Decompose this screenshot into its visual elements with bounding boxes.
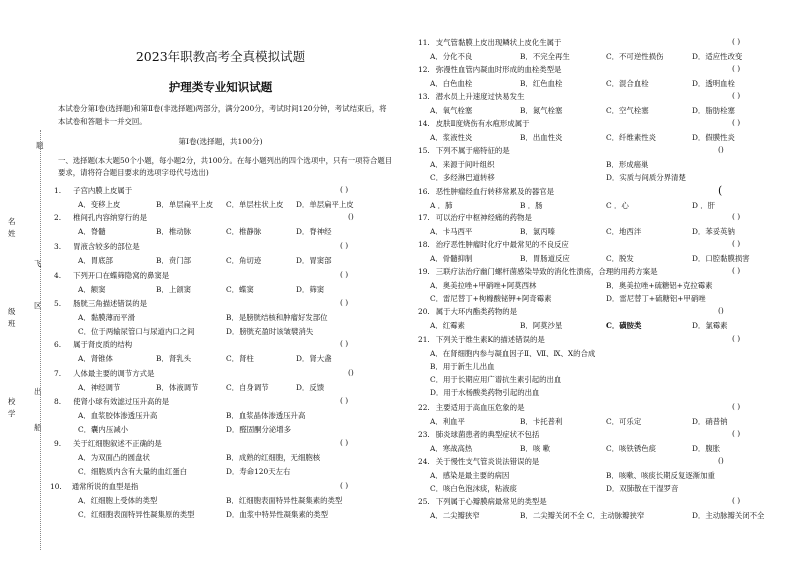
question-number: 10.	[50, 482, 62, 491]
question-number: 21.	[418, 335, 430, 344]
answer-option: B．单层扁平上皮	[156, 200, 214, 209]
question-number: 17.	[418, 213, 430, 222]
answer-option: A．血浆胶体渗透压升高	[78, 411, 158, 420]
left-column	[48, 0, 393, 565]
question-text: 主要适用于高血压危象的是	[435, 403, 525, 412]
answer-paren: ( )	[732, 429, 741, 438]
question-stem	[418, 429, 539, 441]
answer-option: D．胃窦部	[296, 256, 332, 265]
question-number: 15.	[418, 146, 430, 155]
answer-paren: ( )	[340, 185, 349, 194]
answer-option: B．椎动脉	[156, 227, 191, 236]
answer-option: A．额窦	[78, 285, 106, 294]
answer-paren: ( )	[732, 334, 741, 343]
binding-gutter	[0, 0, 44, 565]
question-stem	[418, 402, 524, 414]
answer-option: A．氧气栓塞	[430, 106, 473, 115]
binding-line	[40, 130, 41, 550]
question-number: 25.	[418, 497, 430, 506]
question-stem	[418, 306, 517, 318]
question-text: 下列不属于癌特征的是	[435, 146, 510, 155]
answer-option: C．纤维素性炎	[606, 133, 656, 142]
question-text: 通常所说的血型是指	[71, 482, 139, 491]
answer-option: C．咳白色泡沫痰，粘液痰	[430, 484, 517, 493]
gutter-label: 船	[34, 423, 42, 432]
answer-option: B．不完全再生	[520, 52, 570, 61]
question-text: 支气管黏膜上皮出现鳞状上皮化生属于	[435, 38, 562, 47]
answer-paren: ( )	[732, 402, 741, 411]
question-text: 椎间孔内容纳穿行的是	[73, 213, 147, 222]
answer-option: A．利血平	[430, 417, 465, 426]
answer-option: C．囊内压减小	[78, 425, 128, 434]
question-number: 4.	[54, 271, 62, 280]
answer-option: D．脊神经	[296, 227, 332, 236]
answer-paren: ( )	[732, 266, 741, 275]
question-text: 潜水员上升速度过快易发生	[435, 92, 525, 101]
question-stem	[418, 186, 554, 198]
answer-option: A．为双面凸的圆盘状	[78, 453, 150, 462]
answer-option: C．位于两输尿管口与尿道内口之间	[78, 327, 195, 336]
answer-paren: ( )	[340, 270, 349, 279]
question-stem	[54, 270, 169, 282]
question-text: 属于大环内酯类药物的是	[435, 307, 518, 316]
answer-paren: ( )	[340, 438, 349, 447]
answer-paren: ( )	[340, 298, 349, 307]
answer-option: D．脂肪栓塞	[692, 106, 735, 115]
answer-paren: ( )	[732, 37, 741, 46]
answer-option: C．地西泮	[606, 227, 642, 236]
answer-option: B．红色血栓	[520, 79, 563, 88]
answer-paren: ( )	[732, 239, 741, 248]
answer-option: B．用于新生儿出血	[430, 362, 495, 371]
answer-paren: ()	[718, 456, 724, 465]
answer-option: D．单层扁平上皮	[296, 200, 354, 209]
section-instructions: 一、选择题(本大题50个小题，每小题2分，共100分。在每小题列出的四个选项中，只有一项符合题目要求，请将符合题目要求的选项字母代号选出)	[58, 156, 393, 177]
gutter-label: 区	[34, 301, 42, 310]
answer-option: B．血浆晶体渗透压升高	[226, 411, 306, 420]
answer-option: C．不可逆性损伤	[606, 52, 664, 61]
question-text: 恶性肿瘤经血行转移常累及的器官是	[435, 187, 555, 196]
answer-option: D．实质与间质分界清楚	[606, 173, 686, 182]
answer-option: B．贲门部	[156, 256, 191, 265]
answer-option: B．是膀胱结核和肿瘤好发部位	[226, 313, 328, 322]
answer-option: A．神经调节	[78, 383, 121, 392]
question-number: 12.	[418, 65, 430, 74]
answer-option: A．胃底部	[78, 256, 113, 265]
answer-paren: ( )	[732, 496, 741, 505]
answer-option: C．自身调节	[226, 383, 269, 392]
question-stem	[418, 64, 561, 76]
answer-option: C．单层柱状上皮	[226, 200, 284, 209]
gutter-label: 班	[8, 319, 16, 328]
answer-option: A．骨髓抑制	[430, 254, 473, 263]
question-stem	[418, 239, 569, 251]
answer-option: D ．肝	[692, 201, 716, 210]
question-number: 8.	[54, 397, 62, 406]
answer-option: C．咳铁锈色痰	[606, 444, 656, 453]
answer-option: C．空气栓塞	[606, 106, 649, 115]
question-stem	[54, 368, 154, 380]
gutter-label: 姓	[8, 229, 16, 238]
answer-option: B．奥美拉唑+硫糖铝+克拉霉素	[606, 281, 713, 290]
question-number: 3.	[54, 242, 62, 251]
question-stem	[418, 118, 529, 130]
question-text: 皮肤Ⅱ度烧伤有水疱形成属于	[435, 119, 530, 128]
question-number: 13.	[418, 92, 430, 101]
answer-option: B．胃肠道反应	[520, 254, 570, 263]
answer-option: D．筛窦	[296, 285, 325, 294]
answer-option: A．感染是最主要的病因	[430, 471, 510, 480]
question-number: 14.	[418, 119, 430, 128]
question-stem	[54, 212, 147, 224]
answer-paren: ( )	[732, 118, 741, 127]
answer-option: A．红霉素	[430, 321, 465, 330]
question-number: 7.	[54, 369, 62, 378]
answer-option: C．磺胺类	[606, 321, 642, 330]
answer-option: C．细胞质内含有大量的血红蛋白	[78, 467, 188, 476]
answer-option: D．口腔黏膜损害	[692, 254, 750, 263]
question-number: 22.	[418, 403, 430, 412]
answer-option: A．分化不良	[430, 52, 473, 61]
question-text: 可以治疗中枢神经痛的药物是	[435, 213, 532, 222]
part-heading: 第Ⅰ卷(选择题，共100分)	[178, 137, 263, 146]
answer-option: C．红细胞表面特异性凝集原的类型	[78, 510, 195, 519]
answer-paren: ( )	[340, 481, 349, 490]
answer-option: C．脱发	[606, 254, 634, 263]
question-number: 20.	[418, 307, 430, 316]
answer-option: A．奥美拉唑+甲硝唑+阿莫西林	[430, 281, 537, 290]
question-number: 5.	[54, 299, 62, 308]
answer-option: D．假膜性炎	[692, 133, 735, 142]
answer-option: B．肾乳头	[156, 354, 191, 363]
answer-option: C．肾柱	[226, 354, 254, 363]
answer-option: D．苯妥英钠	[692, 227, 735, 236]
question-text: 关于慢性支气管炎说法错误的是	[435, 457, 540, 466]
answer-option: A．肾锥体	[78, 354, 113, 363]
answer-option: B．卡托普利	[520, 417, 563, 426]
gutter-label: 出	[34, 387, 42, 396]
right-column	[418, 0, 784, 565]
question-text: 子宫内膜上皮属于	[73, 186, 133, 195]
answer-option: B．上颌窦	[156, 285, 191, 294]
question-stem	[418, 37, 561, 49]
question-text: 下列属于心瓣膜病最常见的类型是	[435, 497, 547, 506]
exam-title: 2023年职教高考全真模拟试题	[135, 49, 306, 64]
answer-option: B．氯丙嗪	[520, 227, 555, 236]
answer-option: D．雷尼替丁+硫糖铝+甲硝唑	[606, 294, 706, 303]
answer-option: A．脊髓	[78, 227, 106, 236]
answer-option: B．阿莫沙星	[520, 321, 563, 330]
question-number: 16.	[418, 187, 430, 196]
question-stem	[418, 212, 532, 224]
question-number: 23.	[418, 430, 430, 439]
question-stem	[418, 91, 524, 103]
question-number: 11.	[418, 38, 430, 47]
answer-paren: ( )	[340, 241, 349, 250]
question-stem	[54, 438, 162, 450]
question-stem	[418, 145, 510, 157]
answer-option: B．二尖瓣关闭不全 C．主动脉瓣狭窄	[520, 511, 645, 520]
question-number: 9.	[54, 439, 62, 448]
answer-option: C．角切迹	[226, 256, 262, 265]
answer-option: D．透明血栓	[692, 79, 735, 88]
question-text: 治疗恶性肿瘤时化疗中最常见的不良反应	[435, 240, 569, 249]
answer-paren: ( )	[340, 396, 349, 405]
question-number: 19.	[418, 267, 430, 276]
answer-option: A．浆液性炎	[430, 133, 473, 142]
question-stem	[418, 266, 658, 278]
question-text: 使肾小球有效滤过压升高的是	[73, 397, 170, 406]
answer-option: B．形成癌巢	[606, 160, 649, 169]
question-text: 下列开口在蝶筛隐窝的鼻窦是	[73, 271, 170, 280]
answer-option: A．寒战高热	[430, 444, 473, 453]
answer-paren: ( )	[732, 212, 741, 221]
answer-option: C．用于长期应用广谱抗生素引起的出血	[430, 375, 562, 384]
answer-option: D．醛固酮分泌增多	[226, 425, 292, 434]
answer-option: B．咳嗽、咳痰长期反复逐渐加重	[606, 471, 715, 480]
answer-option: D．氯霉素	[692, 321, 728, 330]
question-stem	[418, 456, 539, 468]
answer-option: A．卡马西平	[430, 227, 473, 236]
answer-paren: ()	[718, 306, 724, 315]
answer-option: B．出血性炎	[520, 133, 563, 142]
gutter-label: 飞	[34, 259, 42, 268]
answer-option: B．成熟的红细胞，无细胞核	[226, 453, 321, 462]
answer-option: A．在肾细胞内参与凝血因子Ⅱ、Ⅶ、Ⅸ、Ⅹ的合成	[430, 349, 596, 358]
question-number: 1.	[54, 186, 62, 195]
answer-option: A．二尖瓣狭窄	[430, 511, 480, 520]
question-text: 人体最主要的调节方式是	[73, 369, 155, 378]
answer-paren: ( )	[732, 64, 741, 73]
answer-option: D．主动脉瓣关闭不全	[692, 511, 765, 520]
question-stem	[50, 481, 138, 493]
question-text: 下列关于维生素K的描述错误的是	[435, 335, 545, 344]
answer-option: A．白色血栓	[430, 79, 473, 88]
answer-option: C．可乐定	[606, 417, 642, 426]
answer-paren: ()	[348, 212, 354, 221]
answer-option: C．椎静脉	[226, 227, 262, 236]
answer-option: A．红细胞上受体的类型	[78, 496, 158, 505]
answer-option: A．变移上皮	[78, 200, 121, 209]
answer-option: C．蝶窦	[226, 285, 254, 294]
gutter-label: 校	[8, 397, 16, 406]
question-text: 肺炎球菌患者的典型症状不包括	[435, 430, 540, 439]
question-text: 弥漫性血管内凝血时形成的血栓类型是	[435, 65, 562, 74]
answer-paren: ()	[718, 145, 724, 154]
question-text: 关于红细胞叙述不正确的是	[73, 439, 162, 448]
answer-option: C．多经淋巴道转移	[430, 173, 495, 182]
answer-option: D．膀胱充盈时该皱襞消失	[226, 327, 314, 336]
answer-option: D．反馈	[296, 383, 325, 392]
answer-paren: ( )	[340, 339, 349, 348]
gutter-label: 题	[36, 141, 44, 150]
answer-option: C ．心	[606, 201, 629, 210]
question-text: 肠胱三角描述错误的是	[73, 299, 147, 308]
question-text: 属于肾皮质的结构	[73, 340, 133, 349]
question-stem	[54, 339, 132, 351]
answer-option: D．寿命120天左右	[226, 467, 291, 476]
answer-option: A ．肺	[430, 201, 453, 210]
question-number: 2.	[54, 213, 62, 222]
exam-intro: 本试卷分第Ⅰ卷(选择题)和第Ⅱ卷(非选择题)两部分，满分200分，考试时间120分钟，考试结束后，将本试卷和答题卡一并交回。	[58, 104, 387, 126]
question-stem	[54, 185, 132, 197]
answer-option: B ．肠	[520, 201, 543, 210]
answer-option: D．血浆中特异性凝集素的类型	[226, 510, 329, 519]
question-stem	[54, 396, 169, 408]
answer-option: C．混合血栓	[606, 79, 649, 88]
answer-paren: ( )	[732, 91, 741, 100]
question-number: 18.	[418, 240, 430, 249]
answer-option: D．肾大盏	[296, 354, 332, 363]
answer-option: D．用于水杨酸类药物引起的出血	[430, 388, 540, 397]
answer-option: B．咳 嗽	[520, 444, 550, 453]
answer-paren: (	[718, 184, 723, 197]
answer-option: B．氮气栓塞	[520, 106, 563, 115]
question-stem	[54, 241, 140, 253]
question-stem	[54, 298, 147, 310]
answer-option: B．体液调节	[156, 383, 199, 392]
answer-option: C．雷尼替丁+枸橼酸铋钾+阿奇霉素	[430, 294, 552, 303]
answer-option: D．双肺散在干湿罗音	[606, 484, 679, 493]
question-text: 三联疗法治疗幽门螺杆菌感染导致的消化性溃疡，合理的用药方案是	[435, 267, 658, 276]
answer-option: A．来源于间叶组织	[430, 160, 495, 169]
gutter-label: 级	[8, 307, 16, 316]
answer-option: D．硝普钠	[692, 417, 728, 426]
question-number: 6.	[54, 340, 62, 349]
exam-subtitle: 护理类专业知识试题	[168, 80, 273, 94]
answer-option: D．腹胀	[692, 444, 721, 453]
question-number: 24.	[418, 457, 430, 466]
gutter-label: 名	[8, 217, 16, 226]
answer-option: B．红细胞表面特异性凝集素的类型	[226, 496, 343, 505]
question-stem	[418, 334, 545, 346]
answer-option: A．黏膜薄而平滑	[78, 313, 136, 322]
gutter-label: 学	[8, 409, 16, 418]
question-stem	[418, 496, 547, 508]
answer-paren: ()	[348, 368, 354, 377]
answer-option: D．适应性改变	[692, 52, 743, 61]
question-text: 胃液含较多的部位是	[73, 242, 140, 251]
